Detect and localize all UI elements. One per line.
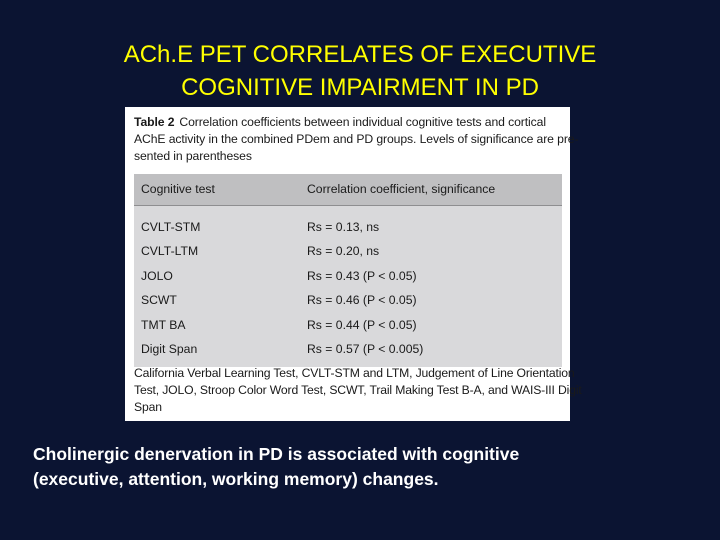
cell-cognitive-test: CVLT-STM: [141, 220, 201, 234]
cell-cognitive-test: Digit Span: [141, 341, 198, 356]
caption-line: AChE activity in the combined PDem and PD groups. Levels of significance are pre-: [134, 132, 579, 146]
conclusion-text: [33, 442, 693, 492]
column-header-cognitive-test: Cognitive test: [141, 182, 215, 196]
data-table: [134, 174, 562, 367]
cell-cognitive-test: TMT BA: [141, 317, 186, 332]
footnote-line: Test, JOLO, Stroop Color Word Test, SCWT, Trail Making Test B-A, and WAIS-III Digit: [134, 383, 582, 397]
cell-correlation: Rs = 0.44 (P < 0.05): [307, 317, 417, 332]
caption-line: sented in parentheses: [134, 149, 252, 163]
table-row: [134, 313, 562, 337]
conclusion-line-2: (executive, attention, working memory) changes.: [33, 469, 439, 489]
cell-cognitive-test: CVLT-LTM: [141, 244, 199, 259]
table-row: [134, 288, 562, 312]
cell-correlation: Rs = 0.43 (P < 0.05): [307, 268, 417, 283]
table-row: [134, 337, 562, 361]
slide-title-line-1: ACh.E PET CORRELATES OF EXECUTIVE: [123, 41, 597, 69]
table-footnote: [134, 365, 582, 416]
caption-text: Correlation coefficients between individual cognitive tests and cortical: [179, 115, 546, 129]
cell-cognitive-test: SCWT: [141, 293, 177, 308]
footnote-line: California Verbal Learning Test, CVLT-STM and LTM, Judgement of Line Orientation: [134, 366, 575, 380]
table-row: [134, 264, 562, 288]
table-rows: [134, 206, 562, 361]
slide-title-line-2: COGNITIVE IMPAIRMENT IN PD: [181, 74, 539, 102]
caption-line: [134, 114, 564, 131]
cell-correlation: Rs = 0.13, ns: [307, 220, 380, 234]
column-header-correlation: Correlation coefficient, significance: [307, 182, 496, 196]
cell-correlation: Rs = 0.57 (P < 0.005): [307, 341, 424, 356]
table-row: [134, 215, 562, 239]
conclusion-line-1: Cholinergic denervation in PD is associated with cognitive: [33, 444, 520, 464]
table-figure: [125, 107, 582, 421]
cell-correlation: Rs = 0.46 (P < 0.05): [307, 293, 417, 308]
footnote-line: Span: [134, 400, 162, 414]
table-caption: [134, 114, 579, 165]
table-header-row: [134, 174, 562, 206]
table-label: Table 2: [134, 115, 175, 129]
cell-cognitive-test: JOLO: [141, 268, 173, 283]
cell-correlation: Rs = 0.20, ns: [307, 244, 380, 259]
slide-title: [0, 38, 720, 104]
table-row: [134, 239, 562, 263]
